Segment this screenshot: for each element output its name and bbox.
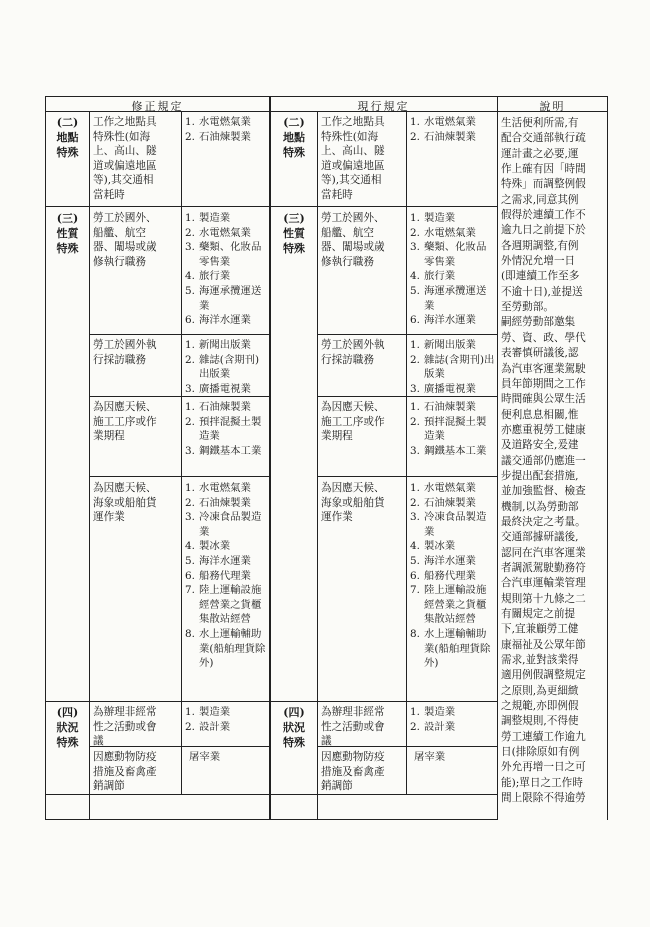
list-item: 2. 石油煉製業	[185, 130, 251, 143]
note-line: 康福祉及公眾年節	[501, 638, 586, 651]
list-item: 2. 預拌混擬土製造業	[185, 415, 262, 443]
list-item: 4. 製冰業	[185, 540, 231, 553]
list-item: 2. 預拌混擬土製造業	[410, 415, 487, 443]
list-item: 5. 海洋水運業	[185, 554, 251, 567]
list-item: 3. 廣播電視業	[410, 382, 476, 395]
note-line: 最終決定之考量。	[501, 515, 586, 528]
revised-category-nature: (三) 性質 特殊	[56, 212, 79, 255]
list-item: 3. 藥類、化妝品零售業	[410, 241, 487, 268]
note-line: 之規範,亦即例假	[501, 700, 579, 713]
note-line: 假得於連續工作不	[501, 209, 586, 222]
note-line: 至勞動部。	[501, 301, 554, 314]
note-line: 作上確有因「時間	[501, 163, 586, 176]
note-line: 時間確與公眾生活	[501, 393, 586, 406]
revised-row4-desc: 為因應天候、 施工工序或作 業期程	[93, 401, 157, 443]
cat-col-divider-left	[89, 111, 90, 819]
list-item: 1. 水電燃氣業	[185, 482, 251, 494]
list-item: 7. 陸上運輸設施經營業之貨櫃集散站經營	[410, 584, 487, 626]
list-item: 5. 海運承攬運送業	[185, 284, 262, 312]
revised-row3-desc: 勞工於國外執 行採訪職務	[93, 339, 157, 366]
current-row5-desc: 為因應天候、 海象或船舶貨 運作業	[321, 482, 385, 524]
list-item: 6. 船務代理業	[185, 569, 251, 582]
note-line: 合汽車運輸業管理	[501, 577, 586, 590]
list-item: 2. 石油煉製業	[185, 496, 251, 509]
list-item: 3. 鋼鐵基本工業	[185, 444, 262, 457]
revised-row3-industries	[185, 338, 267, 396]
list-item: 6. 海洋水運業	[410, 314, 476, 327]
list-item: 3. 廣播電視業	[185, 382, 251, 395]
list-item: 6. 船務代理業	[410, 569, 476, 582]
desc-col-divider-right	[406, 111, 407, 794]
note-line: 之原則,為更細緻	[501, 684, 579, 697]
note-line: 規則第十九條之二	[501, 592, 586, 605]
list-item: 屠宰業	[189, 751, 221, 763]
note-line: 配合交通部執行疏	[501, 132, 586, 145]
note-line: (即連續工作至多	[501, 270, 580, 283]
current-row1-desc: 工作之地點具 特殊性(如海 上、高山、隧 道或偏遠地區 等),其交通相 當耗時	[321, 116, 385, 201]
list-item: 3. 冷凍食品製造業	[185, 511, 262, 538]
cat-col-divider-right	[317, 111, 318, 819]
revised-row2-industries	[185, 211, 267, 328]
list-item: 3. 藥類、化妝品零售業	[185, 241, 262, 268]
revised-row1-industries	[185, 115, 267, 144]
note-line: 調整規則,不得使	[501, 715, 579, 728]
list-item: 3. 冷凍食品製造業	[410, 511, 487, 538]
note-line: 適用例假調整規定	[501, 669, 586, 682]
note-line: 機制,以為勞動部	[501, 500, 579, 513]
revised-row1-desc: 工作之地點具 特殊性(如海 上、高山、隧 道或偏遠地區 等),其交通相 當耗時	[93, 116, 157, 201]
list-item: 2. 石油煉製業	[410, 496, 476, 509]
row-sep-l-7	[45, 794, 269, 795]
note-line: 交通部據研議後,	[501, 531, 579, 544]
current-row4-desc: 為因應天候、 施工工序或作 業期程	[321, 401, 385, 443]
row-sep-l-4	[89, 476, 269, 477]
current-row6-desc: 為辦理非經常 性之活動或會 議	[321, 706, 385, 748]
list-item: 2. 雜誌(含期刊)出版業	[185, 353, 260, 381]
list-item: 1. 石油煉製業	[185, 401, 251, 413]
note-line: 日(排除原如有例	[501, 746, 580, 759]
current-row7-desc: 因應動物防疫 措施及畜禽產 銷調節	[321, 751, 385, 793]
current-row6-industries	[410, 705, 495, 734]
revised-row7-desc: 因應動物防疫 措施及畜禽產 銷調節	[93, 751, 157, 793]
list-item: 1. 製造業	[410, 706, 456, 718]
note-line: 之需求,同意其例	[501, 193, 579, 206]
list-item: 2. 設計業	[185, 720, 231, 733]
note-line: 亦應重視勞工健康	[501, 423, 586, 436]
header-current: 現行規定	[357, 100, 410, 113]
current-row2-industries	[410, 211, 495, 328]
list-item: 1. 水電燃氣業	[410, 116, 476, 128]
note-line: 下,宜兼顧勞工健	[501, 623, 579, 636]
note-line: 議交通部仍應進一	[501, 454, 586, 467]
revised-row5-desc: 為因應天候、 海象或船舶貨 運作業	[93, 482, 157, 524]
current-row3-industries	[410, 338, 495, 396]
note-line: 需求,並對該業得	[501, 654, 579, 667]
note-line: 外允再增一日之可	[501, 761, 586, 774]
list-item: 1. 石油煉製業	[410, 401, 476, 413]
revised-row6-desc: 為辦理非經常 性之活動或會 議	[93, 706, 157, 748]
note-line: 嗣經勞動部邀集	[501, 316, 576, 329]
note-line: 能);單日之工作時	[501, 776, 583, 789]
current-row1-industries	[410, 115, 495, 144]
list-item: 5. 海運承攬運送業	[410, 284, 487, 312]
current-row5-industries	[410, 481, 495, 671]
list-item: 1. 新聞出版業	[410, 339, 476, 351]
note-line: 及道路安全,爰建	[501, 439, 579, 452]
header-note: 說明	[539, 100, 566, 113]
note-line: 員年節期間之工作	[501, 377, 586, 390]
note-line: 為汽車客運業駕駛	[501, 362, 586, 375]
revised-row6-industries	[185, 705, 267, 734]
note-line: 有關規定之前提	[501, 608, 576, 620]
list-item: 2. 石油煉製業	[410, 130, 476, 143]
revised-row2-desc: 勞工於國外、 船艦、航空 器、闈場或歲 修執行職務	[93, 212, 157, 268]
row-sep-r-1	[269, 206, 497, 207]
list-item: 1. 製造業	[185, 212, 231, 224]
list-item: 2. 水電燃氣業	[410, 226, 476, 239]
note-line: 表審慎研議後,認	[501, 347, 579, 360]
note-line: 認同在汽車客運業	[501, 546, 586, 559]
list-item: 屠宰業	[414, 751, 446, 763]
list-item: 4. 旅行業	[410, 270, 456, 283]
list-item: 5. 海洋水運業	[410, 554, 476, 567]
list-item: 8. 水上運輸輔助業(船舶理貨除外)	[185, 627, 266, 670]
note-line: 勞、資、政、學代	[501, 331, 586, 344]
revised-row7-industries	[189, 750, 267, 765]
note-line: 逾九日之前提下於	[501, 224, 586, 237]
row-sep-r-4	[317, 476, 497, 477]
note-line: 便利息息相關,惟	[501, 408, 579, 421]
list-item: 3. 鋼鐵基本工業	[410, 444, 487, 457]
row-sep-l-5	[45, 701, 269, 702]
revised-row5-industries	[185, 481, 267, 671]
note-line: 特殊」而調整例假	[501, 178, 586, 191]
current-row2-desc: 勞工於國外、 船艦、航空 器、闈場或歲 修執行職務	[321, 212, 385, 268]
current-row7-industries	[414, 750, 494, 765]
list-item: 8. 水上運輸輔助業(船舶理貨除外)	[410, 627, 491, 670]
list-item: 2. 雜誌(含期刊)出版業	[410, 353, 495, 381]
column-divider-note	[497, 96, 498, 820]
note-line: 步提出配套措施,	[501, 469, 579, 482]
note-line: 不逾十日),並提送	[501, 285, 583, 298]
header-revised: 修正規定	[131, 100, 184, 113]
list-item: 1. 新聞出版業	[185, 339, 251, 351]
row-sep-r-5	[269, 701, 497, 702]
row-sep-r-2	[317, 334, 497, 335]
revised-category-location: (二) 地點 特殊	[56, 116, 79, 159]
note-line: 者調派駕駛勤務符	[501, 561, 586, 574]
list-item: 1. 水電燃氣業	[185, 116, 251, 128]
list-item: 4. 製冰業	[410, 540, 456, 553]
desc-col-divider-left	[181, 111, 182, 794]
note-line: 生活便利所需,有	[501, 117, 579, 129]
list-item: 4. 旅行業	[185, 270, 231, 283]
note-line: 外情況允增一日	[501, 255, 576, 268]
current-category-nature: (三) 性質 特殊	[283, 212, 305, 255]
row-sep-r-7	[269, 794, 497, 795]
note-line: 運計畫之必要,運	[501, 147, 579, 160]
note-line: 勞工連續工作逾九	[501, 730, 586, 743]
current-row4-industries	[410, 400, 495, 458]
list-item: 1. 製造業	[410, 212, 456, 224]
note-text	[501, 116, 605, 806]
list-item: 2. 水電燃氣業	[185, 226, 251, 239]
current-row3-desc: 勞工於國外執 行採訪職務	[321, 339, 385, 366]
note-line: 間上限除不得逾勞	[501, 792, 586, 805]
current-category-location: (二) 地點 特殊	[283, 116, 305, 159]
revised-row4-industries	[185, 400, 267, 458]
list-item: 1. 製造業	[185, 706, 231, 718]
revised-category-situation: (四) 狀況 特殊	[56, 706, 79, 749]
current-category-situation: (四) 狀況 特殊	[283, 706, 305, 749]
table-border-right	[607, 96, 608, 820]
row-sep-l-1	[45, 206, 269, 207]
list-item: 1. 水電燃氣業	[410, 482, 476, 494]
list-item: 7. 陸上運輸設施經營業之貨櫃集散站經營	[185, 584, 262, 626]
note-line: 並加強監督、檢查	[501, 485, 586, 498]
list-item: 2. 設計業	[410, 720, 456, 733]
table-border-bottom	[45, 819, 498, 820]
row-sep-l-2	[89, 334, 269, 335]
note-line: 各週期調整,有例	[501, 239, 579, 252]
list-item: 6. 海洋水運業	[185, 314, 251, 327]
